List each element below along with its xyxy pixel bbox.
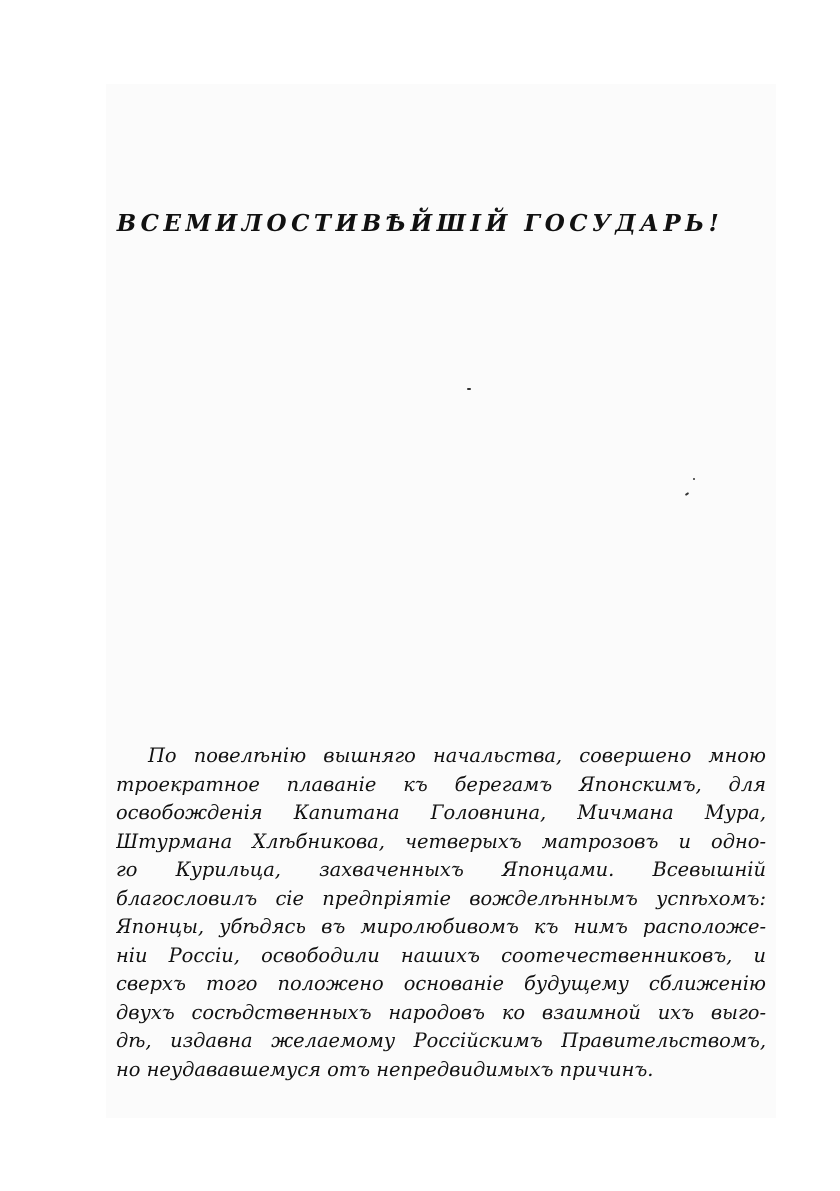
paragraph-line: освобожденія Капитана Головнина, Мичмана Мура, <box>116 801 766 824</box>
print-speck <box>467 388 471 390</box>
paragraph-line: го Курильца, захваченныхъ Японцами. Всевышній <box>116 858 766 881</box>
dedication-paragraph <box>116 742 766 1084</box>
paragraph-line: сверхъ того положено основаніе будущему сближенію <box>116 972 766 995</box>
paragraph-line: Японцы, убѣдясь въ миролюбивомъ къ нимъ расположе- <box>116 915 766 938</box>
paragraph-line: благословилъ сіе предпріятіе вожделѣннымъ успѣхомъ: <box>116 886 766 910</box>
paragraph-line: ніи Россіи, освободили нашихъ соотечественниковъ, и <box>116 943 766 967</box>
paragraph-line: двухъ сосѣдственныхъ народовъ ко взаимной ихъ выго- <box>116 1000 766 1024</box>
paragraph-line: дѣ, издавна желаемому Россійскимъ Правительствомъ, <box>116 1029 766 1052</box>
page-heading: ВСЕМИЛОСТИВѢЙШІЙ ГОСУДАРЬ! <box>116 210 724 237</box>
paragraph-line: но неудававшемуся отъ непредвидимыхъ причинъ. <box>116 1057 654 1081</box>
paragraph-line: По повелѣнію вышняго начальства, совершено мною <box>148 744 766 767</box>
print-speck <box>693 478 695 480</box>
paragraph-line: троекратное плаваніе къ берегамъ Японскимъ, для <box>116 772 766 796</box>
paragraph-line: Штурмана Хлѣбникова, четверыхъ матрозовъ и одно- <box>116 829 766 853</box>
